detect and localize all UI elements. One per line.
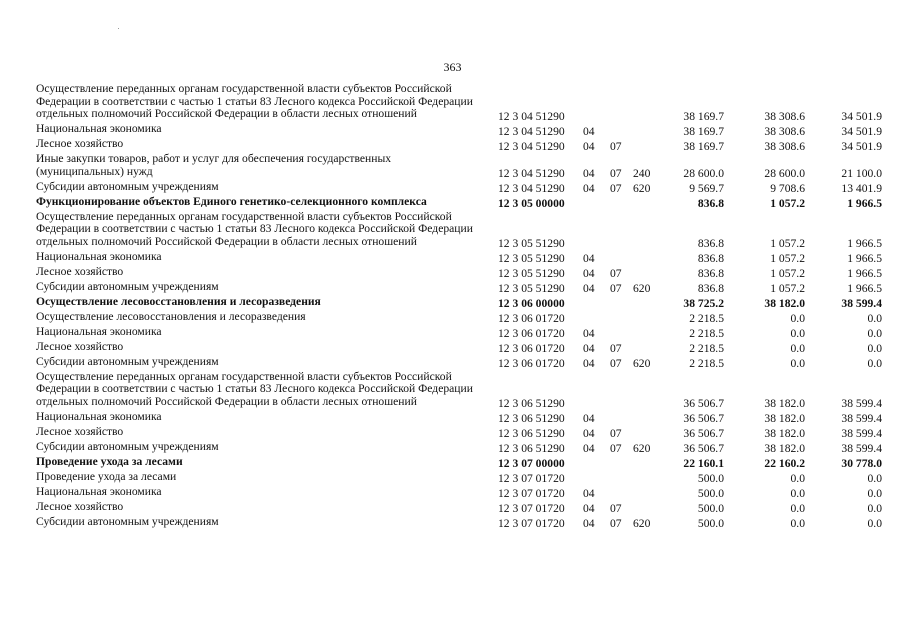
row-amount-year1: 2 218.5	[689, 327, 724, 341]
row-section: 04	[583, 267, 595, 281]
row-amount-year3: 0.0	[867, 342, 882, 356]
row-section: 04	[583, 282, 595, 296]
row-amount-year3: 13 401.9	[841, 182, 882, 196]
row-name: Осуществление переданных органам государственной власти субъектов Российской Федерации в соответствии с частью 1 статьи 83 Лесного кодекса Российской Федерации отдельных полномочий Российской Федерации в области лесных отношений	[36, 369, 473, 408]
row-amount-year2: 38 308.6	[764, 109, 805, 123]
row-amount-year2: 28 600.0	[764, 167, 805, 181]
row-amount-year1: 36 506.7	[683, 442, 724, 456]
row-amount-year1: 38 725.2	[683, 297, 724, 311]
row-amount-year2: 0.0	[790, 517, 805, 531]
row-amount-year1: 2 218.5	[689, 312, 724, 326]
row-name: Субсидии автономным учреждениям	[36, 514, 219, 528]
row-amount-year1: 2 218.5	[689, 357, 724, 371]
row-code: 12 3 06 01720	[498, 342, 565, 356]
row-amount-year1: 2 218.5	[689, 342, 724, 356]
row-amount-year2: 0.0	[790, 342, 805, 356]
row-section: 04	[583, 139, 595, 153]
table-row	[36, 471, 886, 486]
row-amount-year1: 38 169.7	[683, 109, 724, 123]
row-code: 12 3 06 00000	[498, 297, 565, 311]
row-code: 12 3 07 01720	[498, 502, 565, 516]
row-expense-type: 620	[633, 357, 651, 371]
table-row	[36, 138, 886, 153]
row-section: 04	[583, 487, 595, 501]
row-name: Осуществление переданных органам государственной власти субъектов Российской Федерации в соответствии с частью 1 статьи 83 Лесного кодекса Российской Федерации отдельных полномочий Российской Федерации в области лесных отношений	[36, 82, 473, 121]
row-amount-year3: 0.0	[867, 502, 882, 516]
row-code: 12 3 06 51290	[498, 427, 565, 441]
row-amount-year2: 0.0	[790, 327, 805, 341]
row-amount-year2: 0.0	[790, 487, 805, 501]
row-section: 04	[583, 182, 595, 196]
table-row	[36, 426, 886, 441]
row-section: 04	[583, 412, 595, 426]
table-row	[36, 456, 886, 471]
row-subsection: 07	[610, 139, 622, 153]
row-amount-year3: 1 966.5	[847, 252, 882, 266]
row-name: Проведение ухода за лесами	[36, 469, 177, 483]
row-name: Лесное хозяйство	[36, 339, 124, 353]
row-amount-year3: 0.0	[867, 517, 882, 531]
row-amount-year1: 836.8	[697, 267, 724, 281]
row-code: 12 3 07 01720	[498, 472, 565, 486]
row-amount-year2: 38 182.0	[764, 442, 805, 456]
row-name: Субсидии автономным учреждениям	[36, 439, 219, 453]
row-code: 12 3 06 01720	[498, 327, 565, 341]
row-amount-year1: 36 506.7	[683, 397, 724, 411]
row-amount-year2: 0.0	[790, 312, 805, 326]
row-subsection: 07	[610, 502, 622, 516]
row-amount-year3: 34 501.9	[841, 124, 882, 138]
row-amount-year3: 1 966.5	[847, 237, 882, 251]
row-amount-year3: 0.0	[867, 327, 882, 341]
row-amount-year3: 1 966.5	[847, 197, 882, 211]
row-name: Субсидии автономным учреждениям	[36, 179, 219, 193]
row-name: Субсидии автономным учреждениям	[36, 354, 219, 368]
row-amount-year1: 38 169.7	[683, 139, 724, 153]
row-amount-year2: 1 057.2	[770, 237, 805, 251]
row-section: 04	[583, 502, 595, 516]
row-name: Лесное хозяйство	[36, 264, 124, 278]
row-code: 12 3 06 51290	[498, 442, 565, 456]
row-code: 12 3 06 01720	[498, 357, 565, 371]
row-section: 04	[583, 442, 595, 456]
table-row	[36, 501, 886, 516]
row-amount-year2: 38 182.0	[764, 397, 805, 411]
row-name: Национальная экономика	[36, 484, 162, 498]
table-row	[36, 341, 886, 356]
row-code: 12 3 04 51290	[498, 182, 565, 196]
row-amount-year2: 38 182.0	[764, 412, 805, 426]
table-row	[36, 486, 886, 501]
row-amount-year2: 38 308.6	[764, 124, 805, 138]
row-amount-year2: 38 182.0	[764, 297, 805, 311]
row-code: 12 3 04 51290	[498, 139, 565, 153]
row-code: 12 3 06 51290	[498, 412, 565, 426]
row-code: 12 3 04 51290	[498, 109, 565, 123]
row-name: Лесное хозяйство	[36, 137, 124, 151]
row-section: 04	[583, 124, 595, 138]
row-amount-year3: 1 966.5	[847, 282, 882, 296]
row-amount-year1: 500.0	[697, 472, 724, 486]
row-amount-year2: 38 308.6	[764, 139, 805, 153]
row-code: 12 3 04 51290	[498, 167, 565, 181]
row-amount-year2: 22 160.2	[764, 457, 805, 471]
row-amount-year1: 500.0	[697, 487, 724, 501]
row-name: Осуществление переданных органам государственной власти субъектов Российской Федерации в соответствии с частью 1 статьи 83 Лесного кодекса Российской Федерации отдельных полномочий Российской Федерации в области лесных отношений	[36, 209, 473, 248]
row-amount-year3: 38 599.4	[841, 412, 882, 426]
row-name: Проведение ухода за лесами	[36, 454, 183, 468]
row-amount-year2: 1 057.2	[770, 282, 805, 296]
row-name: Осуществление лесовосстановления и лесоразведения	[36, 294, 321, 308]
row-section: 04	[583, 517, 595, 531]
table-row	[36, 123, 886, 138]
row-amount-year3: 34 501.9	[841, 139, 882, 153]
row-amount-year3: 38 599.4	[841, 427, 882, 441]
row-section: 04	[583, 342, 595, 356]
table-row	[36, 371, 886, 411]
table-row	[36, 441, 886, 456]
table-row	[36, 211, 886, 251]
table-row	[36, 356, 886, 371]
row-name: Субсидии автономным учреждениям	[36, 279, 219, 293]
row-amount-year1: 38 169.7	[683, 124, 724, 138]
row-amount-year3: 21 100.0	[841, 167, 882, 181]
row-code: 12 3 07 01720	[498, 517, 565, 531]
row-amount-year3: 1 966.5	[847, 267, 882, 281]
row-code: 12 3 07 01720	[498, 487, 565, 501]
table-row	[36, 83, 886, 123]
row-amount-year1: 28 600.0	[683, 167, 724, 181]
page-number: 363	[443, 60, 462, 74]
row-name: Национальная экономика	[36, 249, 162, 263]
row-name: Функционирование объектов Единого генетико-селекционного комплекса	[36, 194, 427, 208]
row-amount-year1: 836.8	[697, 197, 724, 211]
row-section: 04	[583, 427, 595, 441]
table-row	[36, 181, 886, 196]
row-code: 12 3 05 51290	[498, 252, 565, 266]
row-subsection: 07	[610, 167, 622, 181]
row-subsection: 07	[610, 357, 622, 371]
table-row	[36, 153, 886, 181]
table-row	[36, 311, 886, 326]
row-amount-year2: 1 057.2	[770, 267, 805, 281]
row-amount-year3: 0.0	[867, 472, 882, 486]
budget-table	[36, 83, 886, 531]
row-code: 12 3 05 51290	[498, 237, 565, 251]
row-name: Лесное хозяйство	[36, 424, 124, 438]
row-section: 04	[583, 327, 595, 341]
row-amount-year1: 36 506.7	[683, 412, 724, 426]
table-row	[36, 266, 886, 281]
row-amount-year2: 0.0	[790, 357, 805, 371]
table-row	[36, 196, 886, 211]
row-amount-year3: 34 501.9	[841, 109, 882, 123]
row-amount-year3: 38 599.4	[841, 297, 882, 311]
row-expense-type: 620	[633, 442, 651, 456]
row-subsection: 07	[610, 342, 622, 356]
row-code: 12 3 05 00000	[498, 197, 565, 211]
row-amount-year1: 836.8	[697, 282, 724, 296]
row-section: 04	[583, 357, 595, 371]
row-subsection: 07	[610, 267, 622, 281]
scan-speck	[118, 28, 119, 29]
row-amount-year3: 0.0	[867, 487, 882, 501]
row-amount-year3: 0.0	[867, 312, 882, 326]
row-amount-year1: 836.8	[697, 252, 724, 266]
row-name: Иные закупки товаров, работ и услуг для обеспечения государственных (муниципальных) нужд	[36, 152, 392, 178]
row-amount-year1: 836.8	[697, 237, 724, 251]
row-subsection: 07	[610, 442, 622, 456]
row-expense-type: 620	[633, 517, 651, 531]
row-subsection: 07	[610, 427, 622, 441]
row-amount-year3: 0.0	[867, 357, 882, 371]
table-row	[36, 281, 886, 296]
row-name: Национальная экономика	[36, 409, 162, 423]
row-amount-year3: 38 599.4	[841, 442, 882, 456]
row-code: 12 3 07 00000	[498, 457, 565, 471]
row-amount-year1: 500.0	[697, 517, 724, 531]
row-subsection: 07	[610, 517, 622, 531]
row-code: 12 3 06 01720	[498, 312, 565, 326]
table-row	[36, 411, 886, 426]
row-amount-year2: 1 057.2	[770, 197, 805, 211]
row-amount-year1: 9 569.7	[689, 182, 724, 196]
row-amount-year1: 22 160.1	[683, 457, 724, 471]
table-row	[36, 516, 886, 531]
row-amount-year1: 500.0	[697, 502, 724, 516]
row-subsection: 07	[610, 182, 622, 196]
row-code: 12 3 05 51290	[498, 282, 565, 296]
row-name: Лесное хозяйство	[36, 499, 124, 513]
row-name: Национальная экономика	[36, 122, 162, 136]
row-name: Осуществление лесовосстановления и лесоразведения	[36, 309, 306, 323]
row-code: 12 3 04 51290	[498, 124, 565, 138]
row-expense-type: 240	[633, 167, 651, 181]
row-section: 04	[583, 167, 595, 181]
row-amount-year2: 0.0	[790, 472, 805, 486]
table-row	[36, 251, 886, 266]
row-amount-year3: 30 778.0	[841, 457, 882, 471]
row-expense-type: 620	[633, 182, 651, 196]
row-code: 12 3 05 51290	[498, 267, 565, 281]
row-name: Национальная экономика	[36, 324, 162, 338]
row-amount-year2: 1 057.2	[770, 252, 805, 266]
row-amount-year3: 38 599.4	[841, 397, 882, 411]
row-amount-year1: 36 506.7	[683, 427, 724, 441]
row-expense-type: 620	[633, 282, 651, 296]
row-amount-year2: 9 708.6	[770, 182, 805, 196]
table-row	[36, 326, 886, 341]
row-section: 04	[583, 252, 595, 266]
table-row	[36, 296, 886, 311]
row-subsection: 07	[610, 282, 622, 296]
row-amount-year2: 0.0	[790, 502, 805, 516]
row-amount-year2: 38 182.0	[764, 427, 805, 441]
row-code: 12 3 06 51290	[498, 397, 565, 411]
